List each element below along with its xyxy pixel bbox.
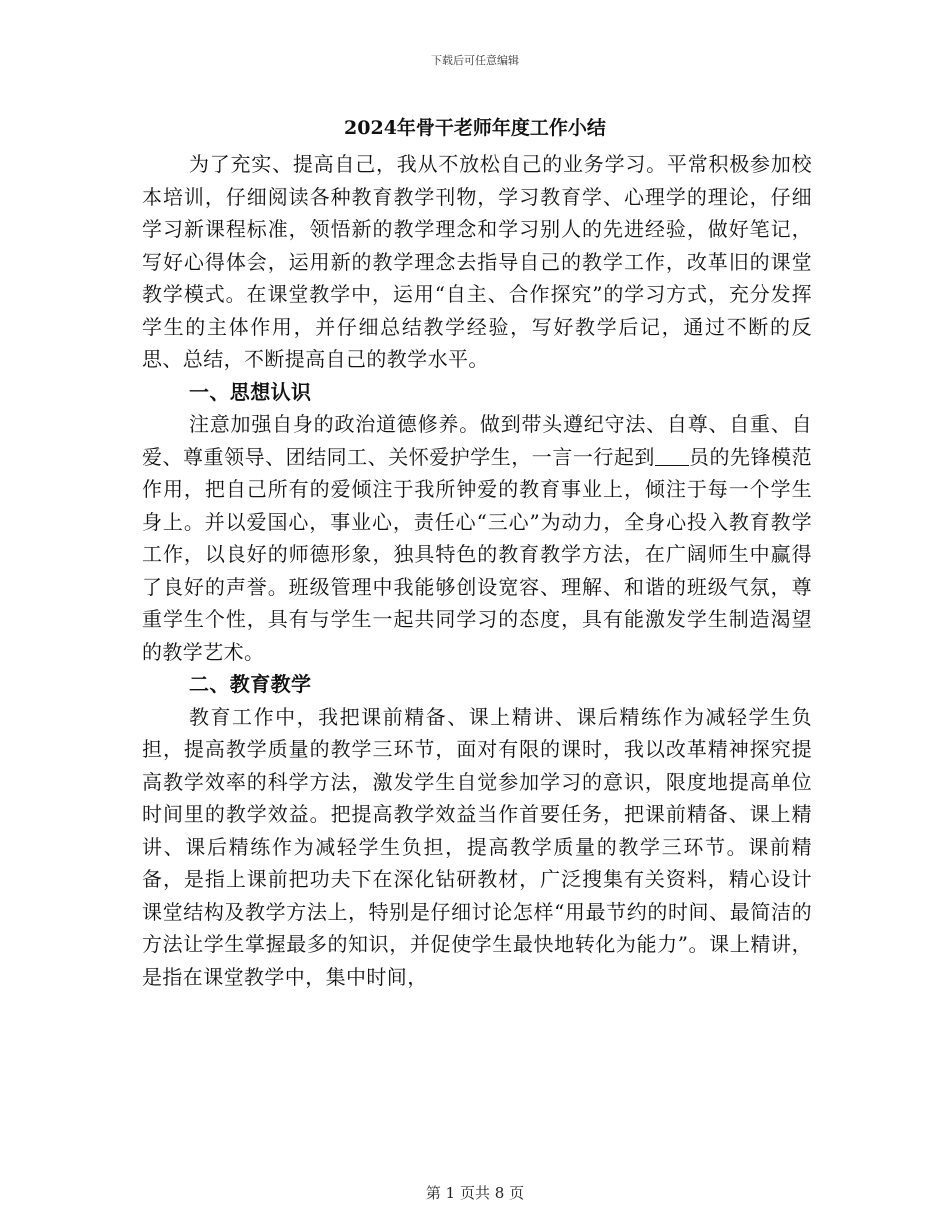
document-title: 2024年骨干老师年度工作小结 xyxy=(344,117,606,139)
paragraph-text-after-blank: 员的先锋模范作用，把自己所有的爱倾注于我所钟爱的教育事业上，倾注于每一个学生身上。并以爱国心，事业心，责任心“三心”为动力，全身心投入教育教学工作，以良好的师德形象，独具特色的教育教学方法，在广阔师生中赢得了良好的声誉。班级管理中我能够创设宽容、理解、和谐的班级气氛，尊重学生个性，具有与学生一起共同学习的态度，具有能激发学生制造渴望的教学艺术。 xyxy=(142,444,813,664)
section-paragraph-teaching: 教育工作中，我把课前精备、课上精讲、课后精练作为减轻学生负担，提高教学质量的教学三环节，面对有限的课时，我以改革精神探究提高教学效率的科学方法，激发学生自觉参加学习的意识，限度地提高单位时间里的教学效益。把提高教学效益当作首要任务，把课前精备、课上精讲、课后精练作为减轻学生负担，提高教学质量的教学三环节。课前精备，是指上课前把功夫下在深化钻研教材，广泛搜集有关资料，精心设计课堂结构及教学方法上，特别是仔细讨论怎样“用最节约的时间、最简洁的方法让学生掌握最多的知识，并促使学生最快地转化为能力”。课上精讲，是指在课堂教学中，集中时间， xyxy=(142,704,812,989)
section-paragraph-thought xyxy=(142,408,812,668)
fill-in-blank xyxy=(655,445,689,466)
section-heading-thought: 一、思想认识 xyxy=(189,379,312,404)
section-heading-teaching: 二、教育教学 xyxy=(189,672,312,696)
document-body xyxy=(142,148,812,993)
paragraph-text-before-blank: 注意加强自身的政治道德修养。做到带头遵纪守法、自尊、自重、自爱、尊重领导、团结同工、关怀爱护学生，一言一行起到 xyxy=(142,412,812,469)
page-number: 第 1 页共 8 页 xyxy=(425,1184,525,1202)
intro-paragraph: 为了充实、提高自己，我从不放松自己的业务学习。平常积极参加校本培训，仔细阅读各种教育教学刊物，学习教育学、心理学的理论，仔细学习新课程标准，领悟新的教学理念和学习别人的先进经验，做好笔记，写好心得体会，运用新的教学理念去指导自己的教学工作，改革旧的课堂教学模式。在课堂教学中，运用“自主、合作探究”的学习方式，充分发挥学生的主体作用，并仔细总结教学经验，写好教学后记，通过不断的反思、总结，不断提高自己的教学水平。 xyxy=(142,152,812,371)
page-header-note: 下载后可任意编辑 xyxy=(431,54,519,67)
